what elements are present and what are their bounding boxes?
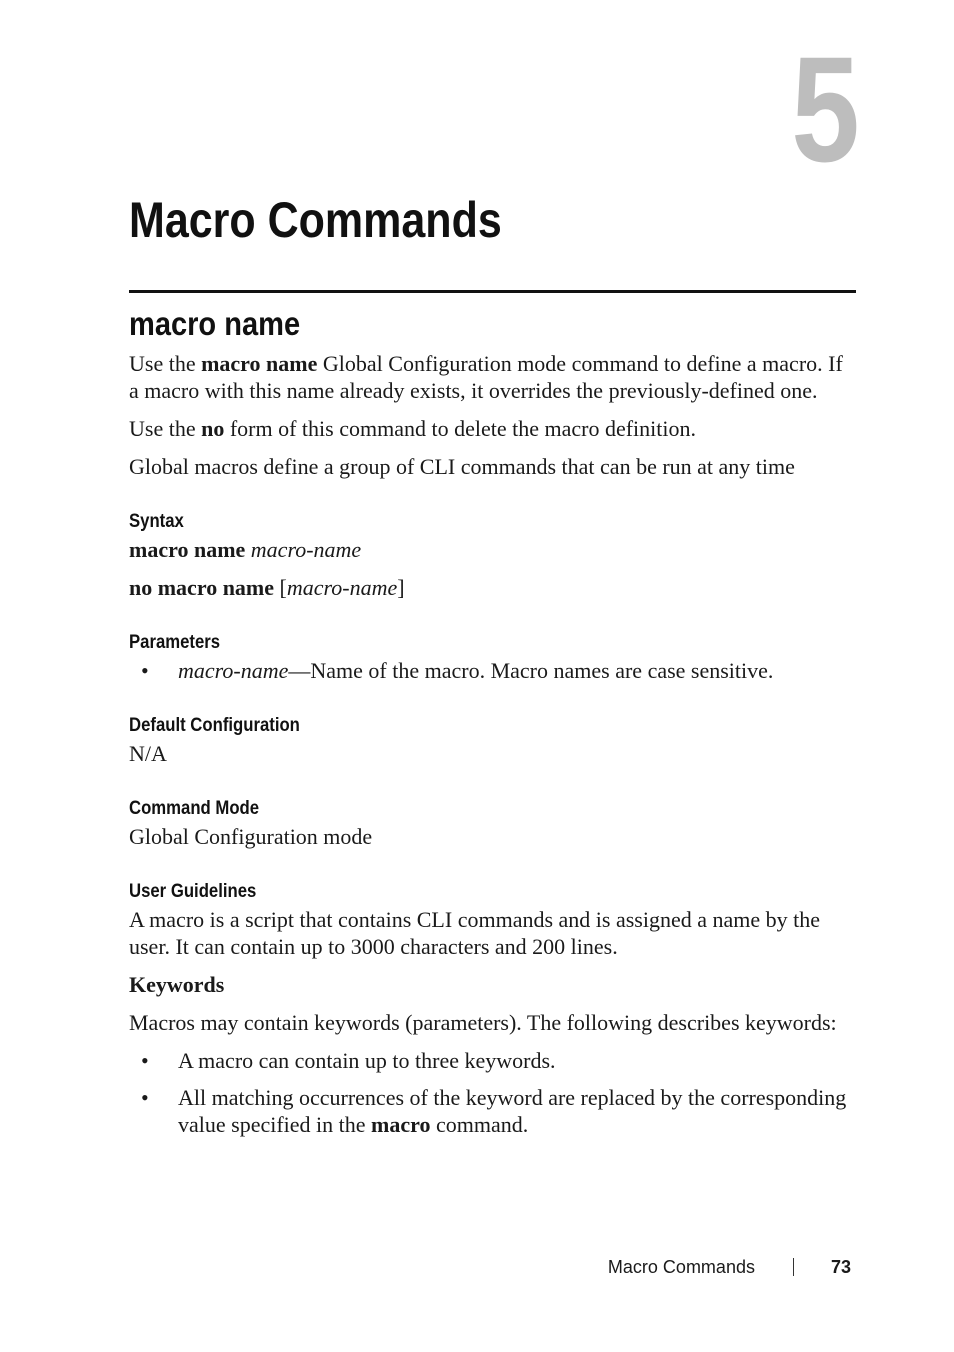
command-mode-heading: Command Mode xyxy=(129,798,260,819)
parameter-description: —Name of the macro. Macro names are case sensitive. xyxy=(288,658,774,683)
command-keyword: no xyxy=(201,416,225,441)
bullet-icon: • xyxy=(141,1048,149,1073)
text-run: command. xyxy=(430,1112,529,1137)
text-run: Use the xyxy=(129,351,202,376)
list-item xyxy=(129,657,856,684)
main-content xyxy=(129,302,856,1148)
default-configuration-value: N/A xyxy=(129,741,167,766)
syntax-command: no macro name xyxy=(129,575,275,600)
keywords-text: Macros may contain keywords (parameters). The following describes keywords: xyxy=(129,1010,837,1035)
text-run: form of this command to delete the macro definition. xyxy=(224,416,696,441)
chapter-number: 5 xyxy=(790,25,856,193)
syntax-bracket: ] xyxy=(397,575,405,600)
text-run: A macro can contain up to three keywords. xyxy=(178,1048,556,1073)
user-guidelines-heading: User Guidelines xyxy=(129,881,257,902)
syntax-argument: macro-name xyxy=(286,575,398,600)
command-mode-value: Global Configuration mode xyxy=(129,824,373,849)
keywords-list xyxy=(129,1047,856,1138)
command-keyword: macro xyxy=(371,1112,431,1137)
parameters-list xyxy=(129,657,856,684)
intro-paragraph-1 xyxy=(129,350,856,404)
text-run: Use the xyxy=(129,416,202,441)
text-run: Global Configuration mode command to define a macro. If a macro with this name already exists, it overrides the previously-defined one. xyxy=(129,351,843,403)
default-configuration-heading: Default Configuration xyxy=(129,715,300,736)
syntax-heading: Syntax xyxy=(129,511,184,532)
footer-divider xyxy=(793,1258,794,1276)
parameter-term: macro-name xyxy=(178,658,289,683)
syntax-line-1 xyxy=(129,536,856,563)
syntax-line-2 xyxy=(129,574,856,601)
page-number: 73 xyxy=(830,1257,851,1277)
keywords-heading: Keywords xyxy=(129,972,225,997)
chapter-title: Macro Commands xyxy=(129,192,502,248)
command-keyword: macro name xyxy=(201,351,318,376)
page-footer xyxy=(608,1254,851,1280)
intro-paragraph-2 xyxy=(129,415,856,442)
bullet-icon: • xyxy=(141,658,149,683)
list-item xyxy=(129,1084,856,1138)
syntax-bracket: [ xyxy=(274,575,287,600)
syntax-argument: macro-name xyxy=(250,537,362,562)
bullet-icon: • xyxy=(141,1085,149,1110)
list-item xyxy=(129,1047,856,1074)
footer-section-title: Macro Commands xyxy=(607,1257,755,1277)
section-title: macro name xyxy=(129,305,301,342)
text-run: All matching occurrences of the keyword are replaced by the corresponding value specified in the xyxy=(178,1085,847,1137)
syntax-command: macro name xyxy=(129,537,246,562)
parameters-heading: Parameters xyxy=(129,632,221,653)
intro-paragraph-3: Global macros define a group of CLI commands that can be run at any time xyxy=(129,454,795,479)
user-guidelines-text: A macro is a script that contains CLI commands and is assigned a name by the user. It can contain up to 3000 characters and 200 lines. xyxy=(129,907,821,959)
title-rule xyxy=(129,290,856,293)
